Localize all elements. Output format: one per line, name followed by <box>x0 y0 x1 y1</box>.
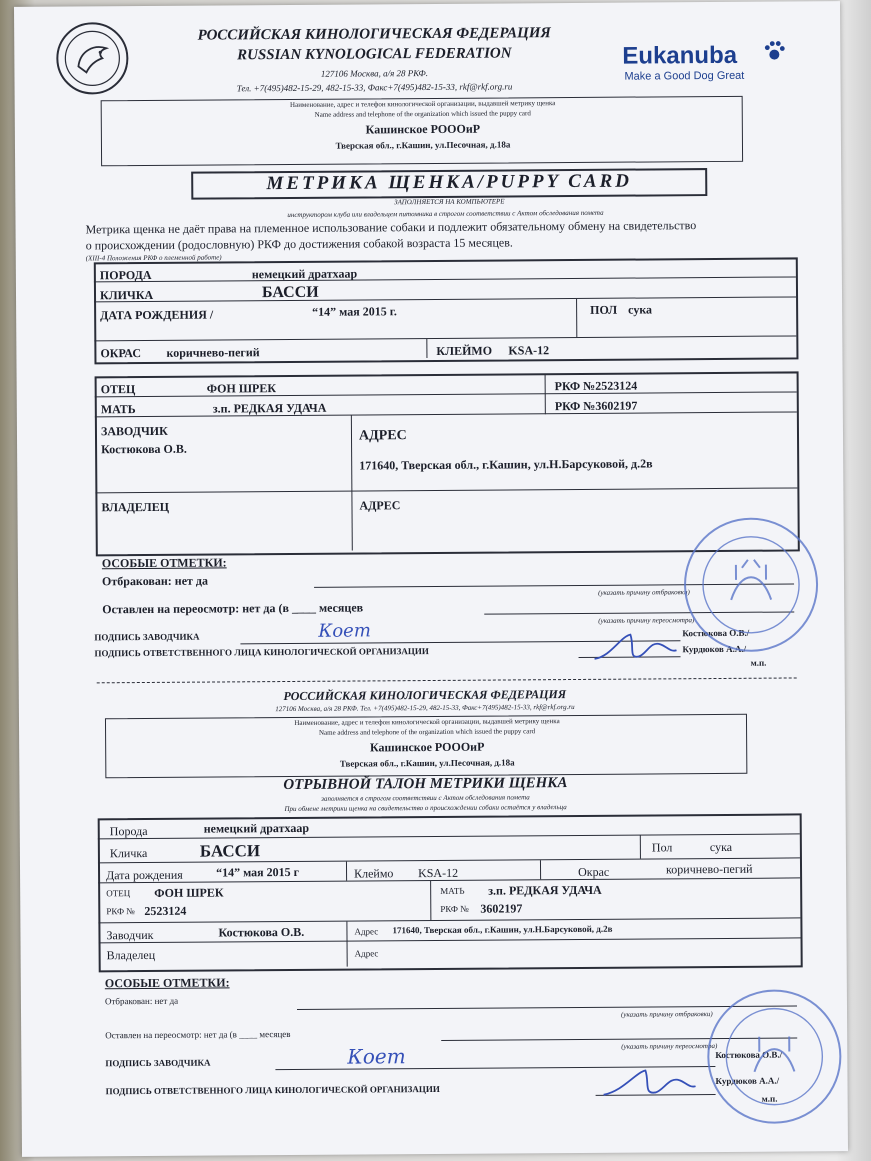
org-box-address: Тверская обл., г.Кашин, ул.Песочная, д.18а <box>335 139 511 151</box>
mother-rkf: РКФ №3602197 <box>554 398 638 414</box>
stub-father-rkf-label: РКФ № <box>106 906 135 917</box>
stub-owner-address-label: Адрес <box>354 948 379 959</box>
stub-note-1: заполняется в строгом соответствии с Актом обследования помета <box>321 793 530 803</box>
paw-icon <box>762 40 786 64</box>
stub-notes-title: ОСОБЫЕ ОТМЕТКИ: <box>104 975 230 991</box>
stub-org-signature-name: Курдюков А.А./ <box>715 1075 780 1087</box>
stub-org-box-address: Тверская обл., г.Кашин, ул.Песочная, д.18а <box>339 757 515 769</box>
mother-value: з.п. РЕДКАЯ УДАЧА <box>212 400 327 416</box>
stub-breed-label: Порода <box>109 823 148 839</box>
stub-mother-label: МАТЬ <box>440 885 465 896</box>
title-subtitle: ЗАПОЛНЯЕТСЯ НА КОМПЬЮТЕРЕ <box>394 197 505 207</box>
stub-sex-label: Пол <box>651 840 673 855</box>
father-value: ФОН ШРЕК <box>206 381 277 396</box>
sex-label: ПОЛ <box>590 302 618 317</box>
stub-title: ОТРЫВНОЙ ТАЛОН МЕТРИКИ ЩЕНКА <box>283 775 568 794</box>
breeder-handwritten-signature: Коет <box>318 620 371 642</box>
stub-rejected-line: Отбракован: нет да <box>104 995 179 1007</box>
stub-org-signature-scribble-icon <box>599 1060 699 1101</box>
stub-organization-stamp-icon <box>707 989 842 1124</box>
owner-address-label: АДРЕС <box>359 498 401 513</box>
org-address: 127106 Москва, а/я 28 РКФ. <box>320 68 429 79</box>
breeder-label: ЗАВОДЧИК <box>100 423 168 439</box>
org-name-ru: РОССИЙСКАЯ КИНОЛОГИЧЕСКАЯ ФЕДЕРАЦИЯ <box>197 25 551 44</box>
stub-name-value: БАССИ <box>199 841 261 861</box>
stub-father-rkf: 2523124 <box>144 903 187 919</box>
stub-rejected-hint: (указать причину отбраковки) <box>621 1010 713 1019</box>
stub-mother-rkf: 3602197 <box>480 901 523 916</box>
father-rkf: РКФ №2523124 <box>554 378 638 394</box>
stub-address-label: Адрес <box>354 926 379 937</box>
breeder-signature-label: ПОДПИСЬ ЗАВОДЧИКА <box>94 631 200 643</box>
breeder-address-value: 171640, Тверская обл., г.Кашин, ул.Н.Барсуковой, д.2в <box>359 456 653 473</box>
warning-clause: (XIII-4 Положения РКФ о племенной работе) <box>85 253 222 263</box>
stub-dob-label: Дата рождения <box>106 867 183 883</box>
breed-value: немецкий дратхаар <box>251 266 358 282</box>
notes-title: ОСОБЫЕ ОТМЕТКИ: <box>101 555 227 571</box>
stub-father-value: ФОН ШРЕК <box>154 885 224 900</box>
org-name-en: RUSSIAN KYNOLOGICAL FEDERATION <box>237 45 512 64</box>
stub-org-name: РОССИЙСКАЯ КИНОЛОГИЧЕСКАЯ ФЕДЕРАЦИЯ <box>283 687 567 704</box>
stub-name-label: Кличка <box>109 845 148 861</box>
stub-mother-value: з.п. РЕДКАЯ УДАЧА <box>488 882 602 898</box>
stub-org-box-label-en: Name address and telephone of the organization which issued the puppy card <box>318 727 536 737</box>
name-value: БАССИ <box>261 283 319 302</box>
stub-dob-value: “14” мая 2015 г <box>215 864 300 880</box>
stub-breeder-signature-label: ПОДПИСЬ ЗАВОДЧИКА <box>105 1057 211 1069</box>
stub-stamp-place-label: м.п. <box>761 1093 778 1104</box>
stub-breeder-value: Костюкова О.В. <box>218 924 305 940</box>
stub-org-signature-label: ПОДПИСЬ ОТВЕТСТВЕННОГО ЛИЦА КИНОЛОГИЧЕСКОЙ ОРГАНИЗАЦИИ <box>105 1083 440 1097</box>
father-label: ОТЕЦ <box>100 382 136 397</box>
warning-line-1: Метрика щенка не даёт права на племенное использование собаки и подлежит обязательному обмену на свидетельство <box>85 218 697 237</box>
breeder-signature-name: Костюкова О.В./ <box>682 627 750 639</box>
stub-recheck-hint: (указать причину переосмотра) <box>621 1042 718 1051</box>
org-signature-name: Курдюков А.А./ <box>682 643 747 655</box>
stub-recheck-line: Оставлен на переосмотр: нет да (в ____ месяцев <box>105 1028 291 1041</box>
rejected-hint: (указать причину отбраковки) <box>598 588 690 597</box>
stub-org-box-name: Кашинское РОООиР <box>369 739 485 755</box>
org-signature-label: ПОДПИСЬ ОТВЕТСТВЕННОГО ЛИЦА КИНОЛОГИЧЕСКОЙ ОРГАНИЗАЦИИ <box>94 646 429 659</box>
stub-sex-value: сука <box>709 839 733 855</box>
stub-address-value: 171640, Тверская обл., г.Кашин, ул.Н.Барсуковой, д.2в <box>392 923 613 936</box>
breeder-value: Костюкова О.В. <box>101 441 187 457</box>
eukanuba-slogan: Make a Good Dog Great <box>624 69 745 83</box>
stub-note-2: При обмене метрики щенка на свидетельство о происхождении собаки остаётся у владельца <box>284 803 567 814</box>
title-note: инструктором клуба или владельцем питомника в строгом соответствии с Актом обследования помета <box>287 208 604 219</box>
breed-label: ПОРОДА <box>99 267 152 283</box>
eukanuba-logo: Eukanuba <box>622 41 738 70</box>
organization-stamp-icon <box>682 517 819 655</box>
org-box-name: Кашинское РОООиР <box>365 121 481 137</box>
rkf-emblem-icon <box>54 20 131 97</box>
dob-label: ДАТА РОЖДЕНИЯ / <box>100 307 214 323</box>
cut-line <box>97 677 797 683</box>
page-title: МЕТРИКА ЩЕНКА/PUPPY CARD <box>266 170 633 195</box>
color-label: ОКРАС <box>100 346 142 361</box>
stamp-place-label: м.п. <box>750 657 767 668</box>
stub-breeder-label: Заводчик <box>106 927 154 943</box>
stub-brand-value: KSA-12 <box>418 865 459 881</box>
stub-color-value: коричнево-пегий <box>665 861 753 877</box>
org-box-label-en: Name address and telephone of the organization which issued the puppy card <box>314 109 531 119</box>
stub-brand-label: Клеймо <box>354 866 394 881</box>
org-signature-scribble-icon <box>590 626 680 667</box>
color-value: коричнево-пегий <box>166 345 260 360</box>
stub-color-label: Окрас <box>578 864 610 879</box>
org-phones: Тел. +7(495)482-15-29, 482-15-33, Факс+7(495)482-15-33, rkf@rkf.org.ru <box>236 81 513 94</box>
stub-contacts: 127106 Москва, а/я 28 РКФ. Тел. +7(495)482-15-29, 482-15-33, Факс+7(495)482-15-33, rkf@rkf.org.ru <box>275 703 575 714</box>
brand-value: KSA-12 <box>508 343 550 358</box>
org-box-label-ru: Наименование, адрес и телефон кинологической организации, выдавшей метрику щенка <box>289 99 556 109</box>
breeder-address-label: АДРЕС <box>358 428 407 444</box>
dob-value: “14” мая 2015 г. <box>312 304 397 319</box>
mother-label: МАТЬ <box>100 402 136 417</box>
name-label: КЛИЧКА <box>99 287 154 303</box>
sex-value: сука <box>628 302 653 317</box>
recheck-hint: (указать причину переосмотра) <box>598 616 695 625</box>
owner-label: ВЛАДЕЛЕЦ <box>101 499 170 515</box>
warning-line-2: о происхождении (родословную) РКФ до достижения собакой возраста 15 месяцев. <box>85 235 513 253</box>
puppy-card-document <box>14 1 848 1157</box>
stub-owner-label: Владелец <box>106 947 156 963</box>
stub-mother-rkf-label: РКФ № <box>440 903 469 914</box>
rejected-line: Отбракован: нет да <box>101 573 209 589</box>
brand-label: КЛЕЙМО <box>436 343 493 358</box>
stub-breeder-handwritten-signature: Коет <box>347 1044 406 1069</box>
stub-org-box-label-ru: Наименование, адрес и телефон кинологической организации, выдавшей метрику щенка <box>294 717 560 727</box>
stub-father-label: ОТЕЦ <box>106 888 131 899</box>
stub-breed-value: немецкий дратхаар <box>203 820 310 836</box>
stub-breeder-signature-name: Костюкова О.В./ <box>715 1049 783 1061</box>
recheck-line: Оставлен на переосмотр: нет да (в ____ месяцев <box>102 600 364 617</box>
